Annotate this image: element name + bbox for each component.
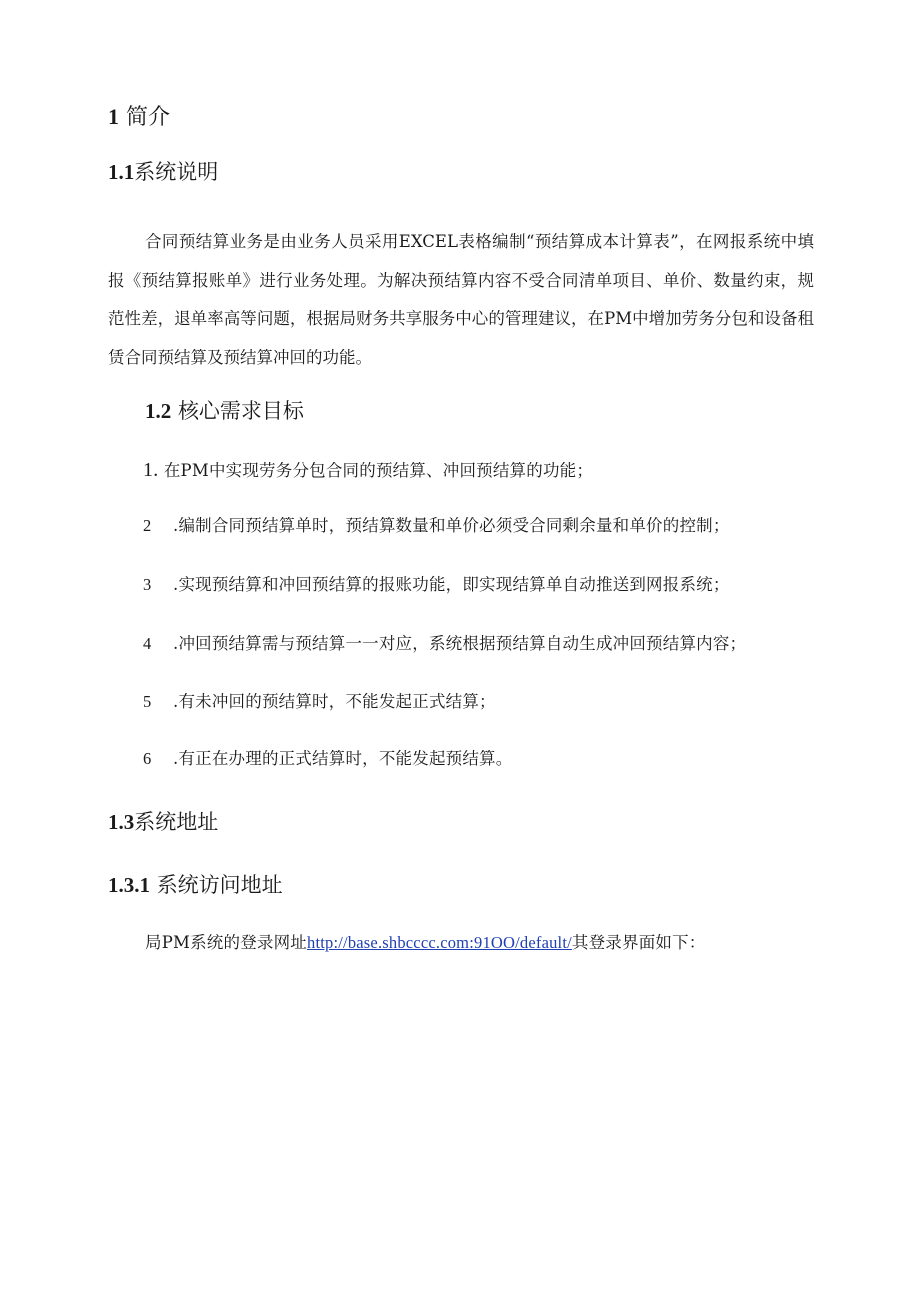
- heading-title: 系统说明: [134, 160, 219, 184]
- list-item: [143, 636, 746, 653]
- login-url-link[interactable]: http://base.shbcccc.com:91OO/default/: [307, 933, 572, 952]
- list-item: [143, 460, 593, 480]
- list-item: [143, 694, 496, 711]
- heading-1-1: [108, 162, 218, 183]
- list-item: [143, 518, 730, 535]
- heading-number: 1.3: [108, 810, 135, 834]
- list-item-text: .实现预结算和冲回预结算的报账功能，即实现结算单自动推送到网报系统；: [173, 575, 730, 594]
- heading-1-2: [145, 401, 304, 422]
- list-item-number: 1.: [143, 459, 159, 481]
- heading-1-3: [108, 812, 218, 833]
- heading-title: 系统地址: [134, 810, 219, 834]
- heading-number: 1.2: [145, 399, 172, 423]
- list-item-number: 5: [143, 692, 152, 711]
- heading-number: 1.1: [108, 160, 135, 184]
- heading-title: 核心需求目标: [177, 399, 304, 423]
- list-item-text: .有未冲回的预结算时，不能发起正式结算；: [173, 692, 496, 711]
- heading-number: 1.3.1: [108, 873, 150, 897]
- heading-title: 系统访问地址: [156, 873, 283, 897]
- list-item-text: 在PM中实现劳务分包合同的预结算、冲回预结算的功能；: [163, 461, 594, 480]
- list-item: [143, 577, 730, 594]
- list-item-text: .有正在办理的正式结算时，不能发起预结算。: [173, 749, 513, 768]
- heading-number: 1: [108, 104, 119, 129]
- list-item-text: .冲回预结算需与预结算一一对应，系统根据预结算自动生成冲回预结算内容；: [173, 634, 747, 653]
- list-item-number: 3: [143, 575, 152, 594]
- list-item: [143, 751, 512, 768]
- list-item-number: 6: [143, 749, 152, 768]
- heading-1: [108, 106, 170, 129]
- address-prefix: 局PM系统的登录网址: [145, 933, 307, 952]
- intro-paragraph: 合同预结算业务是由业务人员采用EXCEL表格编制“预结算成本计算表”，在网报系统中填报《预结算报账单》进行业务处理。为解决预结算内容不受合同清单项目、单价、数量约束，规范性差，退单率高等问题，根据局财务共享服务中心的管理建议，在PM中增加劳务分包和设备租赁合同预结算及预结算冲回的功能。: [108, 232, 814, 367]
- heading-title: 简介: [126, 105, 171, 130]
- list-item-number: 2: [143, 516, 152, 535]
- address-suffix: 其登录界面如下：: [571, 933, 706, 952]
- list-item-text: .编制合同预结算单时，预结算数量和单价必须受合同剩余量和单价的控制；: [173, 516, 730, 535]
- address-line: [145, 935, 706, 952]
- heading-1-3-1: [108, 875, 283, 896]
- list-item-number: 4: [143, 634, 152, 653]
